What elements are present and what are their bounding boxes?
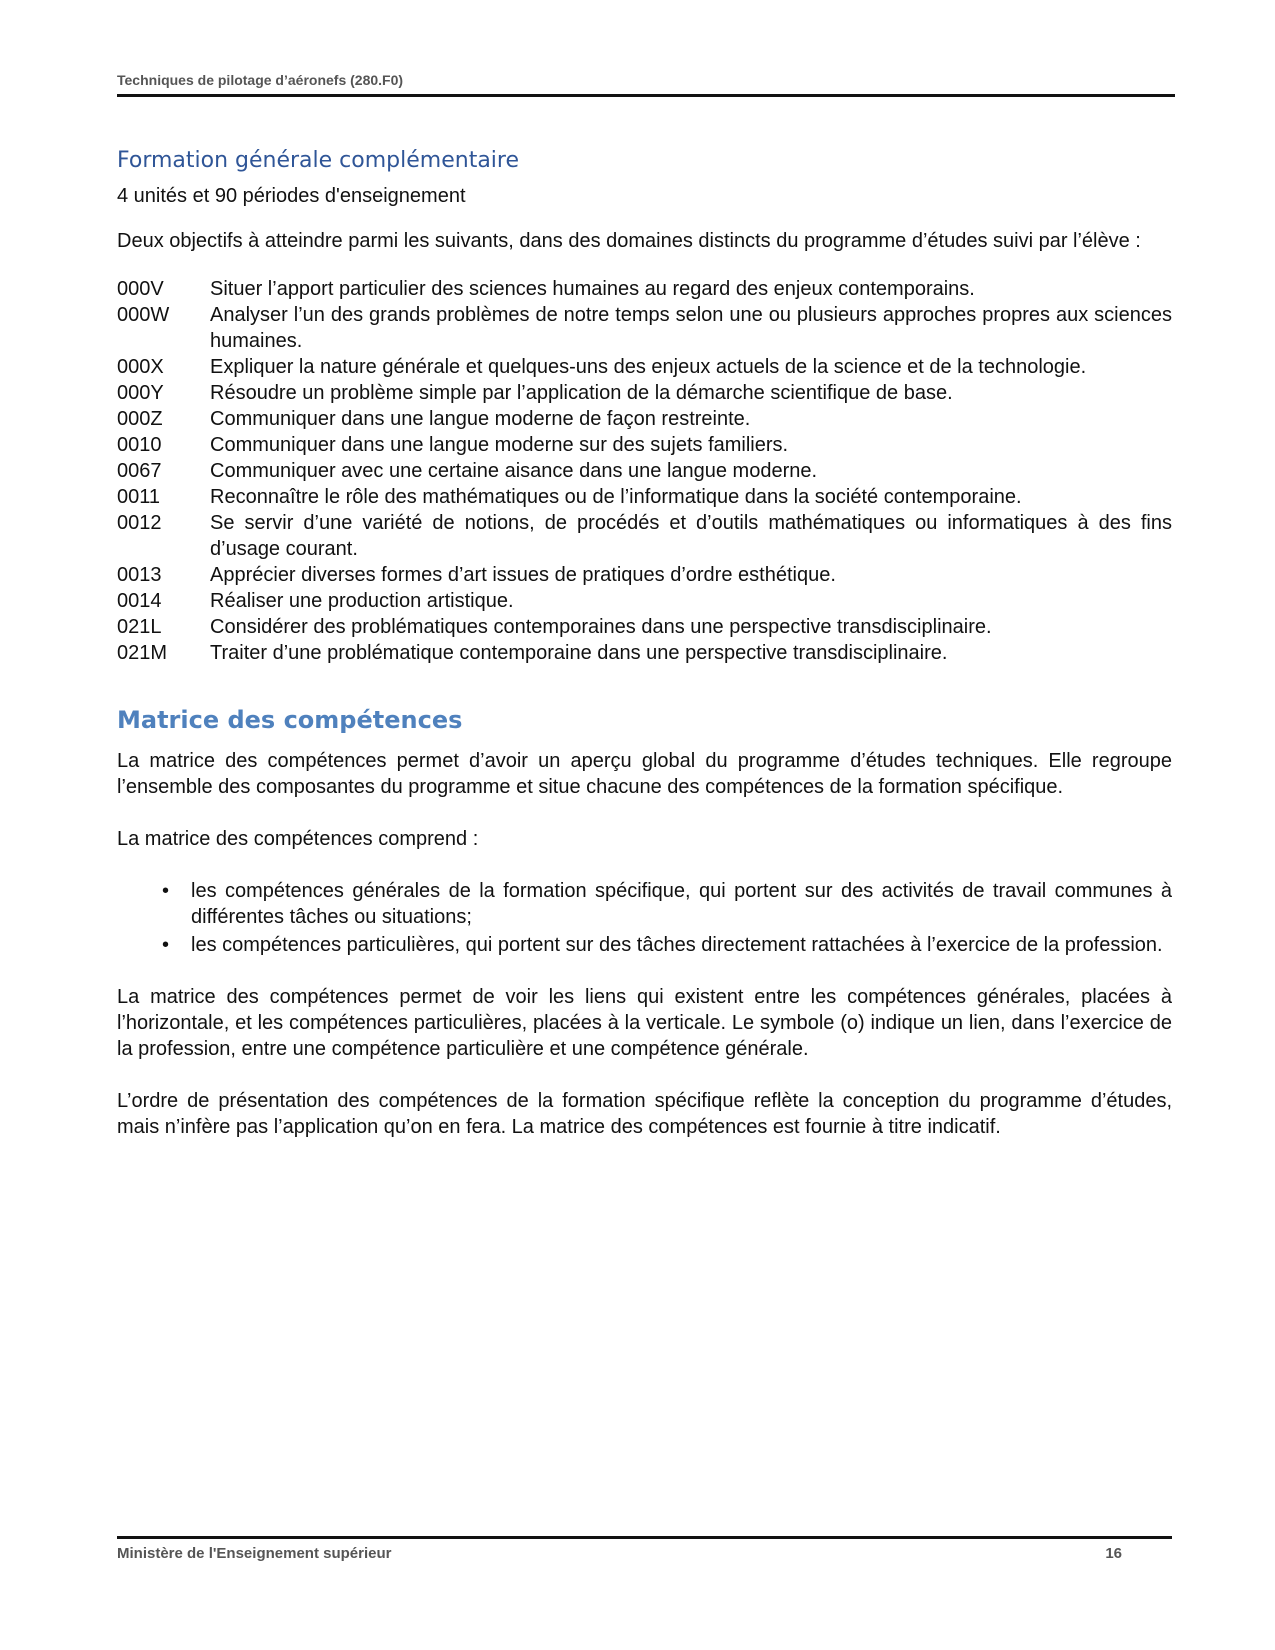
objective-item [117,458,1172,484]
objective-item [117,432,1172,458]
bullet-list [117,878,1172,958]
objective-text: Réaliser une production artistique. [210,590,514,612]
page-number: 16 [1105,1545,1122,1562]
objective-code: 021M [117,642,168,664]
page-footer [117,1536,1172,1562]
page-content [117,148,1172,1166]
objective-text: Se servir d’une variété de notions, de procédés et d’outils mathématiques ou informatiques à des fins d’usage courant. [210,512,1172,560]
objective-item [117,354,1172,380]
footer-ministry: Ministère de l'Enseignement supérieur [117,1545,392,1562]
objective-code: 000V [117,278,164,300]
matrice-paragraph-3: La matrice des compétences permet de voir les liens qui existent entre les compétences générales, placées à l’horizontale, et les compétences particulières, placées à la verticale. Le symbole (o) indique un lien, dans l’exercice de la profession, entre une compétence particulière et une compétence générale. [117,986,1172,1060]
objective-item [117,276,1172,302]
objective-text: Expliquer la nature générale et quelques-uns des enjeux actuels de la science et de la technologie. [210,356,1087,378]
objective-code: 0011 [117,486,161,508]
objective-item [117,406,1172,432]
objective-code: 021L [117,616,162,638]
objective-text: Traiter d’une problématique contemporaine dans une perspective transdisciplinaire. [210,642,948,664]
objective-text: Reconnaître le rôle des mathématiques ou de l’informatique dans la société contemporaine. [210,486,1022,508]
bullet-item [117,878,1172,930]
objective-text: Situer l’apport particulier des sciences humaines au regard des enjeux contemporains. [210,278,975,300]
objective-code: 000W [117,304,170,326]
section-title-matrice: Matrice des compétences [117,706,463,734]
objective-item [117,380,1172,406]
objective-item [117,588,1172,614]
objectives-intro: Deux objectifs à atteindre parmi les suivants, dans des domaines distincts du programme d’études suivi par l’élève : [117,230,1141,252]
objectives-list [117,276,1172,666]
header-rule [117,94,1175,97]
objective-code: 0013 [117,564,162,586]
objective-code: 000X [117,356,164,378]
matrice-paragraph-4: L’ordre de présentation des compétences de la formation spécifique reflète la conception du programme d’études, mais n’infère pas l’application qu’on en fera. La matrice des compétences est fournie à titre indicatif. [117,1090,1172,1138]
matrice-paragraph-1: La matrice des compétences permet d’avoir un aperçu global du programme d’études techniques. Elle regroupe l’ensemble des composantes du programme et situe chacune des compétences de la formation spécifique. [117,750,1172,798]
objective-item [117,614,1172,640]
header-title: Techniques de pilotage d’aéronefs (280.F0) [117,72,404,88]
objective-text: Apprécier diverses formes d’art issues de pratiques d’ordre esthétique. [210,564,836,586]
objective-text: Analyser l’un des grands problèmes de notre temps selon une ou plusieurs approches propres aux sciences humaines. [210,304,1172,352]
objective-text: Communiquer dans une langue moderne sur des sujets familiers. [210,434,789,456]
objective-text: Résoudre un problème simple par l’application de la démarche scientifique de base. [210,382,953,404]
objective-code: 0012 [117,512,162,534]
objective-item [117,484,1172,510]
objective-item [117,562,1172,588]
objective-code: 000Y [117,382,164,404]
objective-text: Communiquer dans une langue moderne de façon restreinte. [210,408,751,430]
section-subtitle-units: 4 unités et 90 périodes d'enseignement [117,185,466,207]
section-title-formation: Formation générale complémentaire [117,148,520,173]
bullet-text: les compétences générales de la formation spécifique, qui portent sur des activités de travail communes à différentes tâches ou situations; [191,880,1172,928]
objective-code: 000Z [117,408,163,430]
page-header [117,72,1175,97]
objective-item [117,510,1172,562]
objective-text: Communiquer avec une certaine aisance dans une langue moderne. [210,460,818,482]
matrice-paragraph-2: La matrice des compétences comprend : [117,828,479,850]
objective-code: 0067 [117,460,162,482]
bullet-item [117,932,1172,958]
objective-item [117,640,1172,666]
objective-code: 0010 [117,434,162,456]
objective-item [117,302,1172,354]
bullet-icon: • [161,934,169,956]
bullet-icon: • [161,880,169,902]
bullet-text: les compétences particulières, qui portent sur des tâches directement rattachées à l’exercice de la profession. [191,934,1163,956]
objective-code: 0014 [117,590,162,612]
objective-text: Considérer des problématiques contemporaines dans une perspective transdisciplinaire. [210,616,992,638]
